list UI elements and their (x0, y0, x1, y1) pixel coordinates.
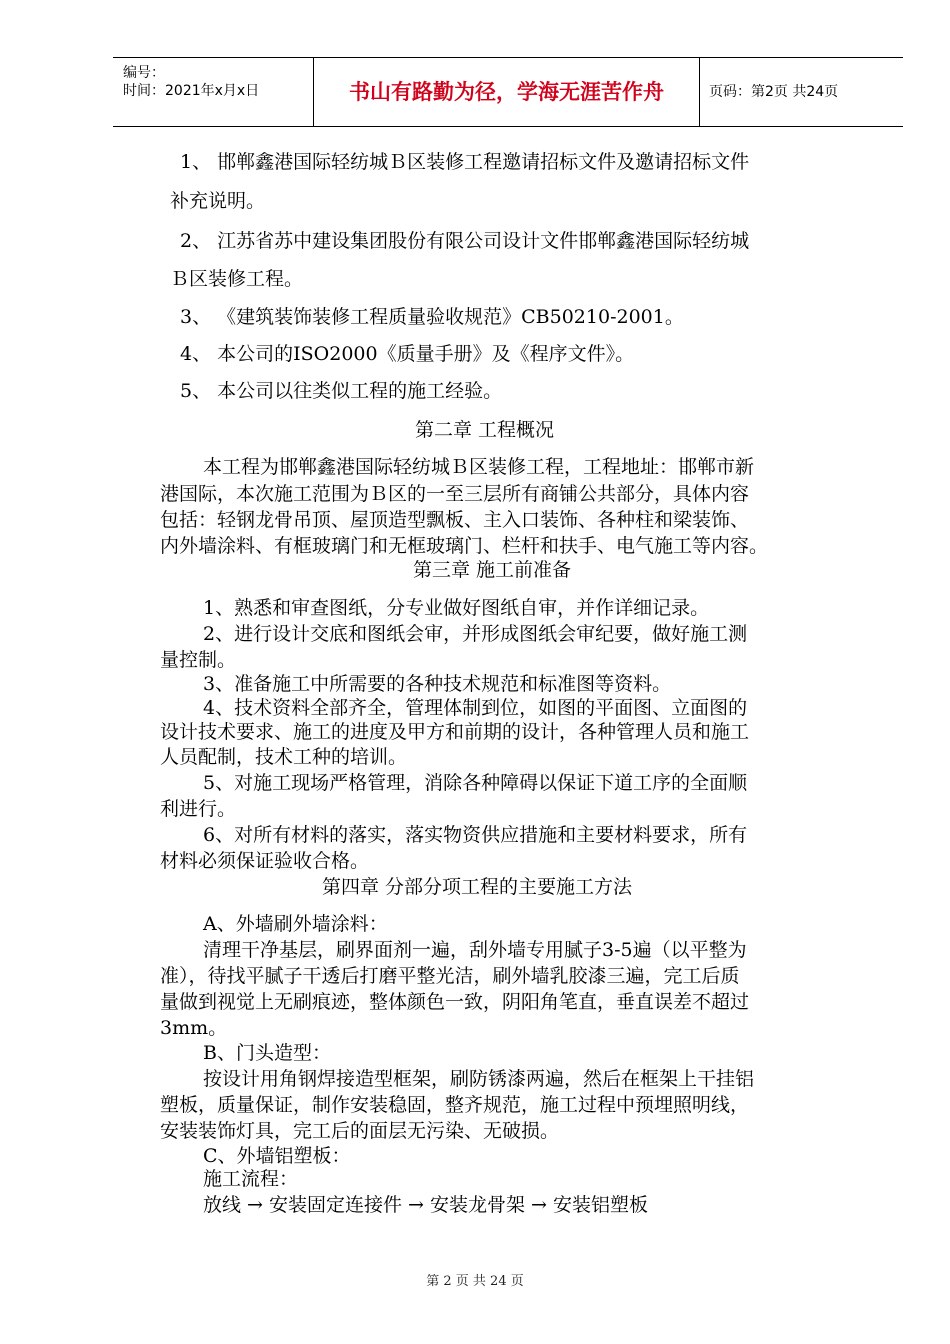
text-line: 量做到视觉上无刷痕迹，整体颜色一致，阴阳角笔直，垂直误差不超过 (160, 991, 750, 1013)
chapter-heading: 第三章 施工前准备 (413, 559, 572, 581)
header-motto: 书山有路勤为径，学海无涯苦作舟 (349, 80, 664, 104)
header-meta (113, 58, 313, 126)
text-line: 5、 本公司以往类似工程的施工经验。 (180, 380, 503, 402)
text-line: 3、 《建筑装饰装修工程质量验收规范》CB50210-2001。 (180, 306, 684, 328)
text-line: 2、进行设计交底和图纸会审，并形成图纸会审纪要，做好施工测 (203, 623, 748, 645)
text-line: 利进行。 (160, 798, 237, 820)
text-line: 1、熟悉和审查图纸，分专业做好图纸自审，并作详细记录。 (203, 597, 710, 619)
time-label: 时间：2021年x月x日 (123, 83, 260, 99)
text-line: 人员配制，技术工种的培训。 (160, 746, 408, 768)
chapter-heading: 第二章 工程概况 (415, 419, 555, 441)
number-label: 编号： (123, 65, 165, 81)
text-line: 内外墙涂料、有框玻璃门和无框玻璃门、栏杆和扶手、电气施工等内容。 (160, 535, 769, 557)
text-line: 准），待找平腻子干透后打磨平整光洁，刷外墙乳胶漆三遍，完工后质 (160, 965, 740, 987)
text-line: 施工流程： (203, 1168, 299, 1190)
text-line: 塑板，质量保证，制作安装稳固，整齐规范，施工过程中预埋照明线， (160, 1094, 750, 1116)
text-line: 6、对所有材料的落实，落实物资供应措施和主要材料要求，所有 (203, 824, 748, 846)
text-line: 安装装饰灯具，完工后的面层无污染、无破损。 (160, 1120, 560, 1142)
text-line: 2、 江苏省苏中建设集团股份有限公司设计文件邯郸鑫港国际轻纺城 (180, 230, 750, 252)
text-line: 设计技术要求、施工的进度及甲方和前期的设计，各种管理人员和施工 (160, 721, 750, 743)
text-line: 4、技术资料全部齐全，管理体制到位，如图的平面图、立面图的 (203, 697, 748, 719)
text-line: Ｂ区装修工程。 (170, 268, 304, 290)
text-line: 包括：轻钢龙骨吊顶、屋顶造型飘板、主入口装饰、各种柱和梁装饰、 (160, 509, 750, 531)
text-line: 按设计用角钢焊接造型框架，刷防锈漆两遍，然后在框架上干挂铝 (203, 1068, 755, 1090)
header-divider (699, 58, 700, 126)
process-flow: 放线 → 安装固定连接件 → 安装龙骨架 → 安装铝塑板 (203, 1194, 648, 1216)
text-line: 4、 本公司的ISO2000《质量手册》及《程序文件》。 (180, 343, 635, 365)
text-line: 量控制。 (160, 649, 237, 671)
text-line: 清理干净基层，刷界面剂一遍，刮外墙专用腻子3-5遍（以平整为 (203, 939, 747, 961)
text-line: 材料必须保证验收合格。 (160, 850, 370, 872)
section-heading: C、外墙铝塑板： (203, 1145, 351, 1167)
page-footer: 第 2 页 共 24 页 (426, 1274, 524, 1289)
section-heading: B、门头造型： (203, 1042, 331, 1064)
chapter-heading: 第四章 分部分项工程的主要施工方法 (322, 876, 633, 898)
section-heading: A、外墙刷外墙涂料： (203, 913, 388, 935)
text-line: 3、准备施工中所需要的各种技术规范和标准图等资料。 (203, 673, 672, 695)
text-line: 5、对施工现场严格管理，消除各种障碍以保证下道工序的全面顺 (203, 772, 748, 794)
page-header (113, 57, 903, 127)
text-line: 补充说明。 (170, 190, 266, 212)
text-line: 本工程为邯郸鑫港国际轻纺城Ｂ区装修工程，工程地址：邯郸市新 (203, 456, 755, 478)
text-line: 3mm。 (160, 1017, 228, 1039)
page-number-label: 页码：第2页 共24页 (709, 84, 839, 100)
text-line: 港国际，本次施工范围为Ｂ区的一至三层所有商铺公共部分，具体内容 (160, 483, 750, 505)
text-line: 1、 邯郸鑫港国际轻纺城Ｂ区装修工程邀请招标文件及邀请招标文件 (180, 151, 750, 173)
